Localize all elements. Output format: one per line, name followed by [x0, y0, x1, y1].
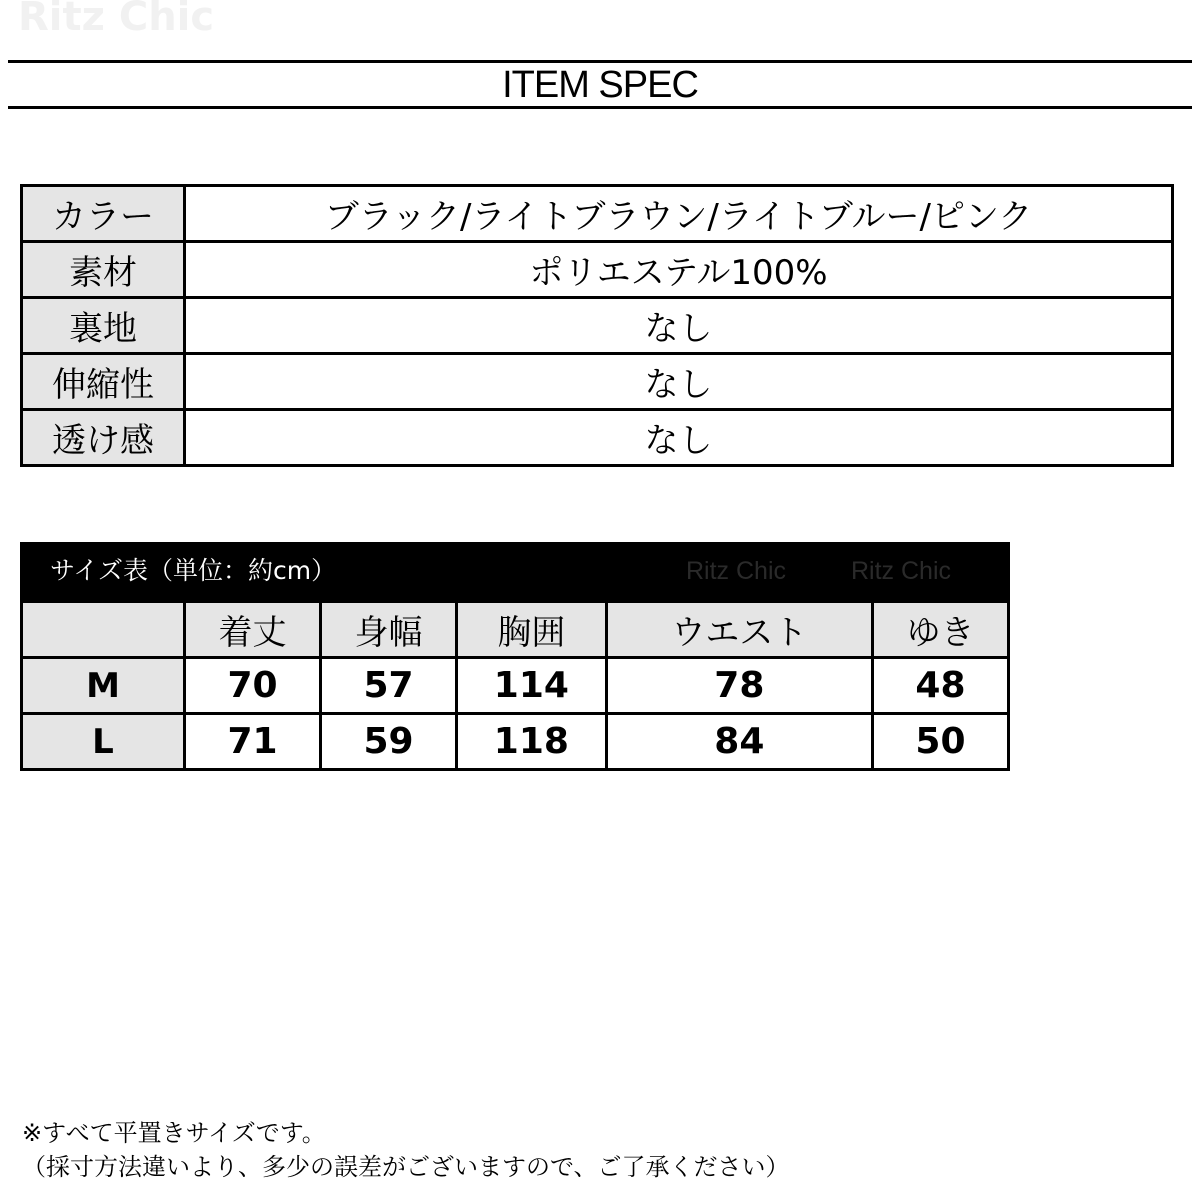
size-value: 114 [457, 658, 607, 714]
page-title: ITEM SPEC [502, 64, 698, 106]
spec-value: ブラック/ライトブラウン/ライトブルー/ピンク [185, 186, 1173, 242]
size-value: 59 [321, 714, 457, 770]
item-spec-table [20, 184, 1174, 467]
size-label: L [22, 714, 185, 770]
size-value: 84 [606, 714, 872, 770]
column-header: 着丈 [185, 602, 321, 658]
spec-row-lining [22, 298, 1173, 354]
spec-row-stretch [22, 354, 1173, 410]
size-header-watermark: Ritz Chic [686, 557, 787, 585]
spec-row-color [22, 186, 1173, 242]
size-table [20, 600, 1010, 771]
spec-label: 裏地 [22, 298, 185, 354]
spec-label: 伸縮性 [22, 354, 185, 410]
size-value: 70 [185, 658, 321, 714]
size-table-head-row [22, 602, 1009, 658]
size-header-watermark: Ritz Chic [851, 557, 952, 585]
spec-label: 透け感 [22, 410, 185, 466]
size-value: 57 [321, 658, 457, 714]
spec-row-material [22, 242, 1173, 298]
size-value: 71 [185, 714, 321, 770]
spec-row-sheerness [22, 410, 1173, 466]
size-table-caption: サイズ表（単位：約cm） [50, 556, 337, 585]
brand-watermark: Ritz Chic [18, 0, 215, 40]
table-row [22, 714, 1009, 770]
note-line: （採寸方法違いより、多少の誤差がございますので、ご了承ください） [22, 1153, 790, 1181]
spec-label: 素材 [22, 242, 185, 298]
note-line: ※すべて平置きサイズです。 [22, 1119, 326, 1147]
spec-value: ポリエステル100% [185, 242, 1173, 298]
column-header: 身幅 [321, 602, 457, 658]
size-value: 48 [872, 658, 1008, 714]
table-row [22, 658, 1009, 714]
size-label: M [22, 658, 185, 714]
size-table-header [20, 542, 1010, 600]
column-header: ウエスト [606, 602, 872, 658]
spec-value: なし [185, 354, 1173, 410]
size-value: 50 [872, 714, 1008, 770]
spec-value: なし [185, 410, 1173, 466]
column-header: 胸囲 [457, 602, 607, 658]
column-header: ゆき [872, 602, 1008, 658]
size-value: 118 [457, 714, 607, 770]
spec-label: カラー [22, 186, 185, 242]
title-rule-bottom [8, 106, 1192, 109]
size-corner-cell [22, 602, 185, 658]
size-value: 78 [606, 658, 872, 714]
notes [22, 1116, 790, 1184]
spec-value: なし [185, 298, 1173, 354]
